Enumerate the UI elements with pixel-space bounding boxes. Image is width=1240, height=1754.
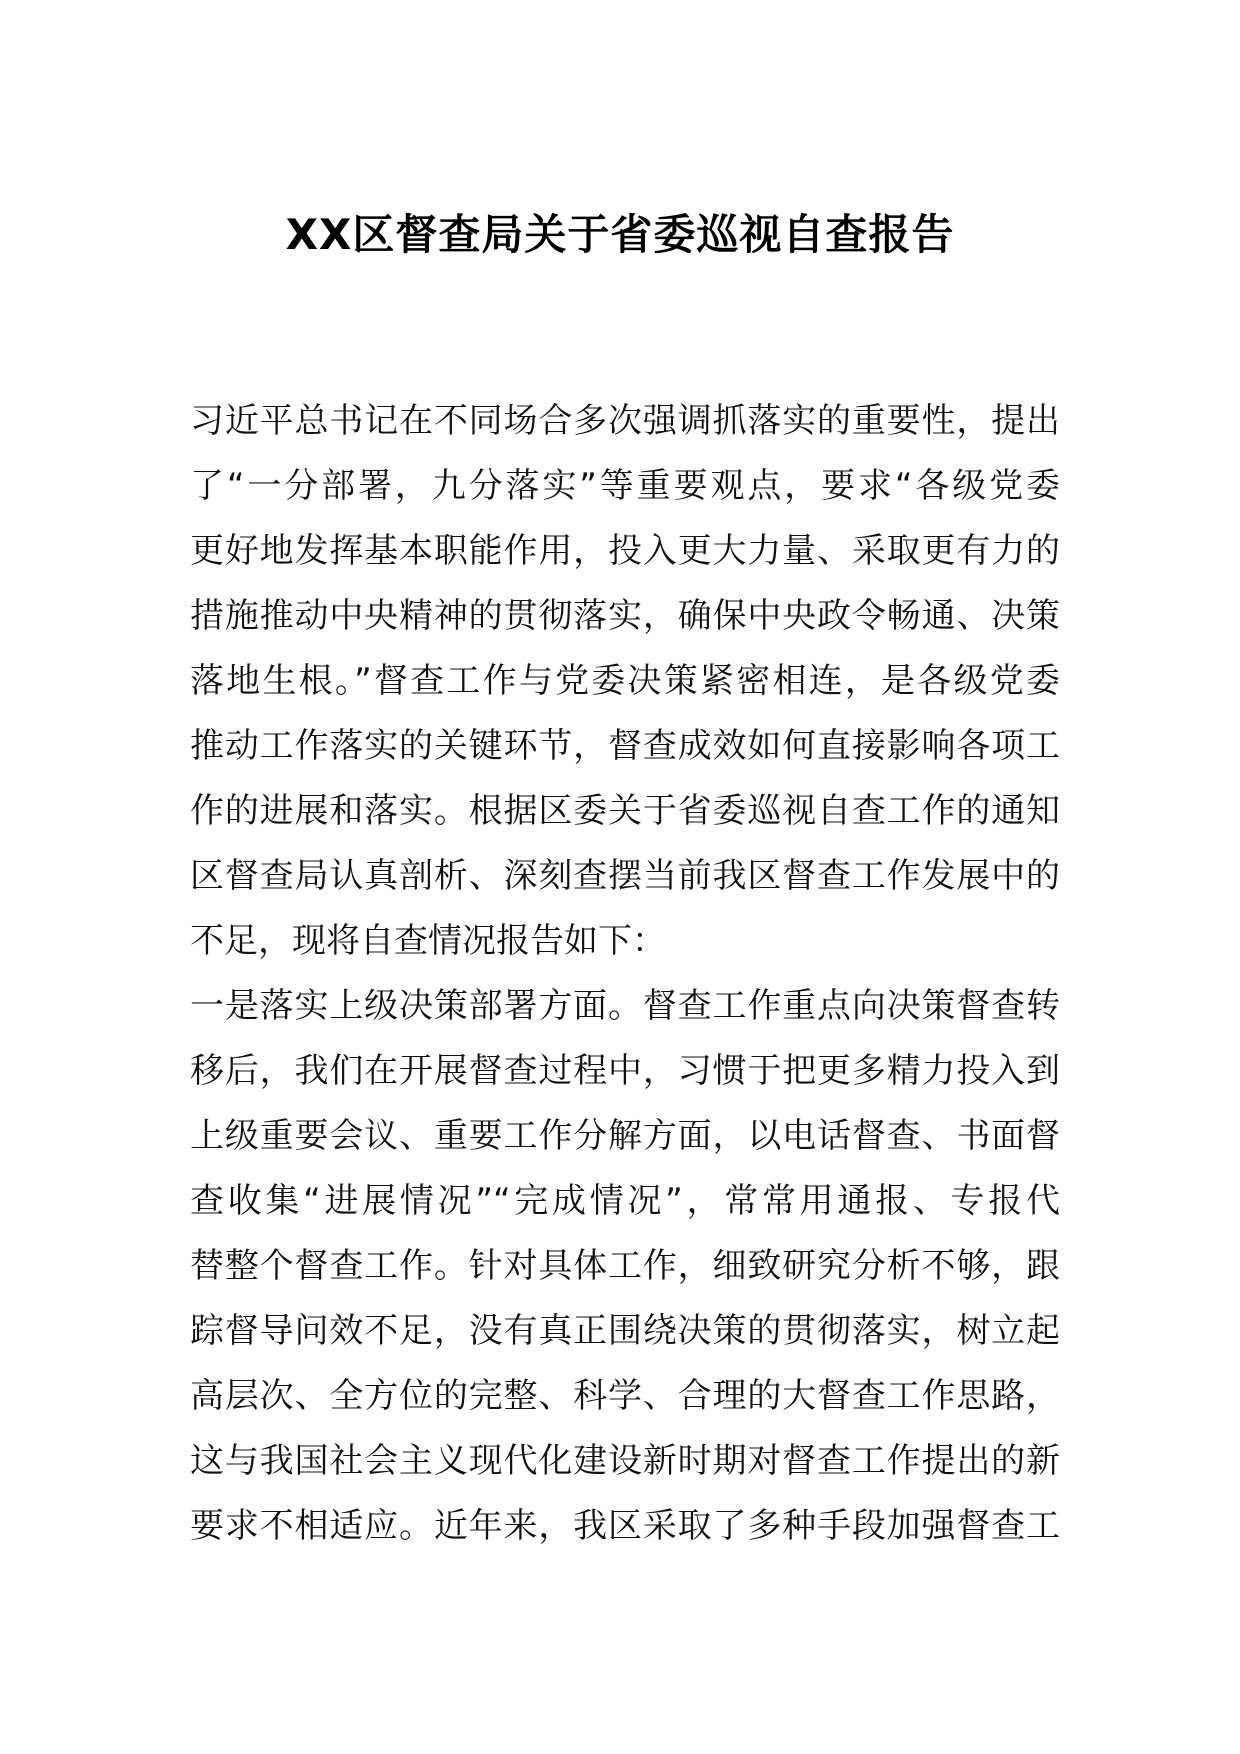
body-line: 这与我国社会主义现代化建设新时期对督查工作提出的新 — [190, 1441, 1060, 1481]
body-line: 推动工作落实的关键环节，督查成效如何直接影响各项工 — [190, 726, 1060, 766]
body-line: 落地生根。”督查工作与党委决策紧密相连，是各级党委 — [190, 661, 1060, 701]
body-line: 踪督导问效不足，没有真正围绕决策的贯彻落实，树立起 — [190, 1311, 1060, 1351]
body-line: 上级重要会议、重要工作分解方面，以电话督查、书面督 — [190, 1116, 1060, 1156]
body-line: 区督查局认真剖析、深刻查摆当前我区督查工作发展中的 — [190, 856, 1060, 896]
body-line: 要求不相适应。近年来，我区采取了多种手段加强督查工 — [190, 1506, 1060, 1546]
body-line: 高层次、全方位的完整、科学、合理的大督查工作思路， — [190, 1376, 1060, 1416]
body-line: 了“一分部署，九分落实”等重要观点，要求“各级党委 — [190, 466, 1060, 506]
document-body — [190, 389, 1060, 1559]
body-line: 习近平总书记在不同场合多次强调抓落实的重要性，提出 — [190, 401, 1060, 441]
body-line: 作的进展和落实。根据区委关于省委巡视自查工作的通知 — [190, 791, 1060, 831]
body-line: 移后，我们在开展督查过程中，习惯于把更多精力投入到 — [190, 1051, 1060, 1091]
body-line: 查收集“进展情况”“完成情况”，常常用通报、专报代 — [190, 1181, 1060, 1221]
body-line: 不足，现将自查情况报告如下： — [190, 921, 666, 961]
body-line: 措施推动中央精神的贯彻落实，确保中央政令畅通、决策 — [190, 596, 1060, 636]
body-line: 替整个督查工作。针对具体工作，细致研究分析不够，跟 — [190, 1246, 1060, 1286]
body-line: 一是落实上级决策部署方面。督查工作重点向决策督查转 — [190, 986, 1060, 1026]
body-line: 更好地发挥基本职能作用，投入更大力量、采取更有力的 — [190, 531, 1060, 571]
document-title: XX区督查局关于省委巡视自查报告 — [285, 210, 955, 259]
